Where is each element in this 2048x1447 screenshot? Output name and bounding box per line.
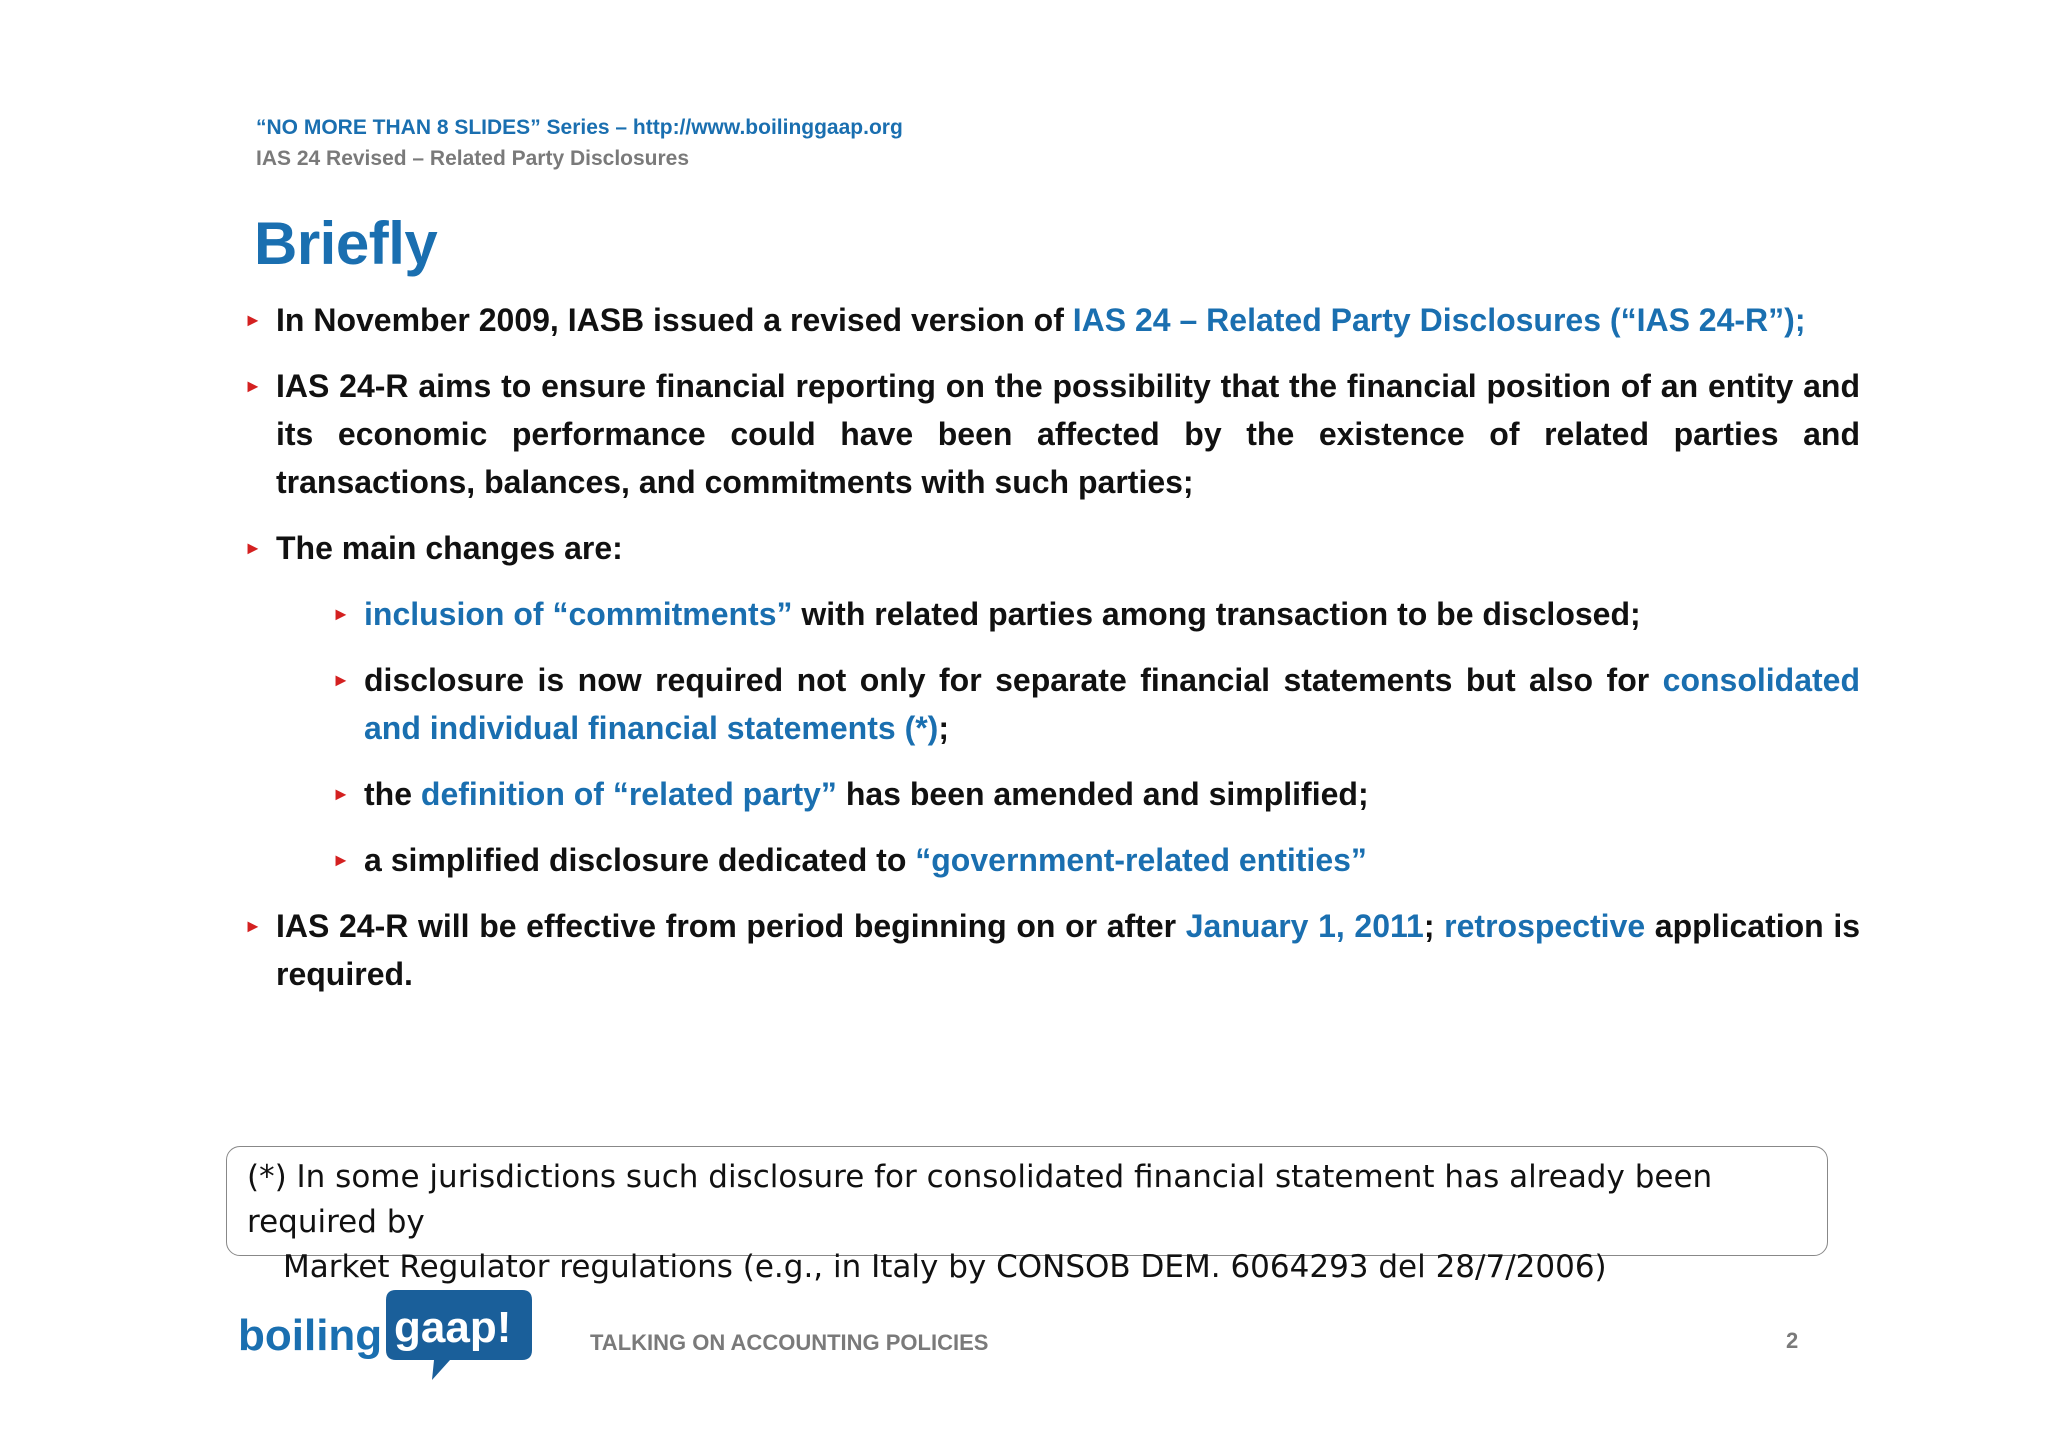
highlight-text: “government-related entities” bbox=[915, 842, 1367, 878]
bullet-text: IAS 24-R aims to ensure financial reporting on the possibility that the financial position of an entity and its economic performance could have been affected by the existence of related parties and transactions, balances, and commitments with such parties; bbox=[276, 368, 1860, 500]
bullet-text: a simplified disclosure dedicated to bbox=[364, 842, 916, 878]
bullet-text: The main changes are: bbox=[276, 530, 623, 566]
highlight-text: inclusion of “commitments” bbox=[364, 596, 793, 632]
triangle-bullet-icon: ► bbox=[332, 604, 350, 624]
highlight-text: January 1, 2011 bbox=[1185, 908, 1424, 944]
highlight-text: retrospective bbox=[1444, 908, 1646, 944]
series-header: “NO MORE THAN 8 SLIDES” Series – http://www.boilinggaap.org bbox=[256, 116, 903, 139]
bullet-4 bbox=[244, 902, 1860, 998]
highlight-text: IAS 24 – Related Party Disclosures (“IAS 24-R”); bbox=[1072, 302, 1806, 338]
sub-bullet-1 bbox=[332, 590, 1860, 638]
document-subtitle: IAS 24 Revised – Related Party Disclosures bbox=[256, 147, 690, 170]
footnote-box bbox=[226, 1146, 1828, 1285]
footer-tagline: TALKING ON ACCOUNTING POLICIES bbox=[590, 1330, 989, 1355]
sub-bullet-4 bbox=[332, 836, 1860, 884]
bullet-text: IAS 24-R will be effective from period beginning on or after bbox=[276, 908, 1186, 944]
triangle-bullet-icon: ► bbox=[332, 784, 350, 804]
bullet-text: In November 2009, IASB issued a revised version of bbox=[276, 302, 1073, 338]
highlight-text: consolidated and individual financial statements (*) bbox=[364, 662, 1860, 746]
boilinggaap-logo bbox=[236, 1284, 536, 1384]
slide-title: Briefly bbox=[254, 210, 438, 277]
bullet-text: the bbox=[364, 776, 421, 812]
bullet-text: has been amended and simplified; bbox=[836, 776, 1369, 812]
footnote-line-2: Market Regulator regulations (e.g., in Italy by CONSOB DEM. 6064293 del 28/7/2006) bbox=[283, 1249, 1607, 1285]
bullet-text: ; bbox=[938, 710, 949, 746]
triangle-bullet-icon: ► bbox=[244, 916, 262, 936]
slide-content bbox=[244, 296, 1860, 1016]
logo-word-gaap: gaap! bbox=[394, 1303, 512, 1352]
bullet-2 bbox=[244, 362, 1860, 506]
bullet-1 bbox=[244, 296, 1860, 344]
highlight-text: definition of “related party” bbox=[420, 776, 837, 812]
triangle-bullet-icon: ► bbox=[332, 850, 350, 870]
bullet-text: ; bbox=[1423, 908, 1445, 944]
bullet-text: with related parties among transaction to be disclosed; bbox=[801, 596, 1641, 632]
triangle-bullet-icon: ► bbox=[244, 310, 262, 330]
logo-word-boiling: boiling bbox=[238, 1311, 383, 1360]
sub-bullet-2 bbox=[332, 656, 1860, 752]
sub-bullet-3 bbox=[332, 770, 1860, 818]
bullet-3 bbox=[244, 524, 1860, 572]
bullet-text: disclosure is now required not only for separate financial statements but also for bbox=[364, 662, 1663, 698]
triangle-bullet-icon: ► bbox=[244, 538, 262, 558]
bullet-text: application is required. bbox=[276, 908, 1861, 992]
triangle-bullet-icon: ► bbox=[332, 670, 350, 690]
triangle-bullet-icon: ► bbox=[244, 376, 262, 396]
page-number: 2 bbox=[1786, 1328, 1799, 1353]
footnote-line-1: (*) In some jurisdictions such disclosure for consolidated financial statement has already been required by bbox=[247, 1159, 1713, 1240]
